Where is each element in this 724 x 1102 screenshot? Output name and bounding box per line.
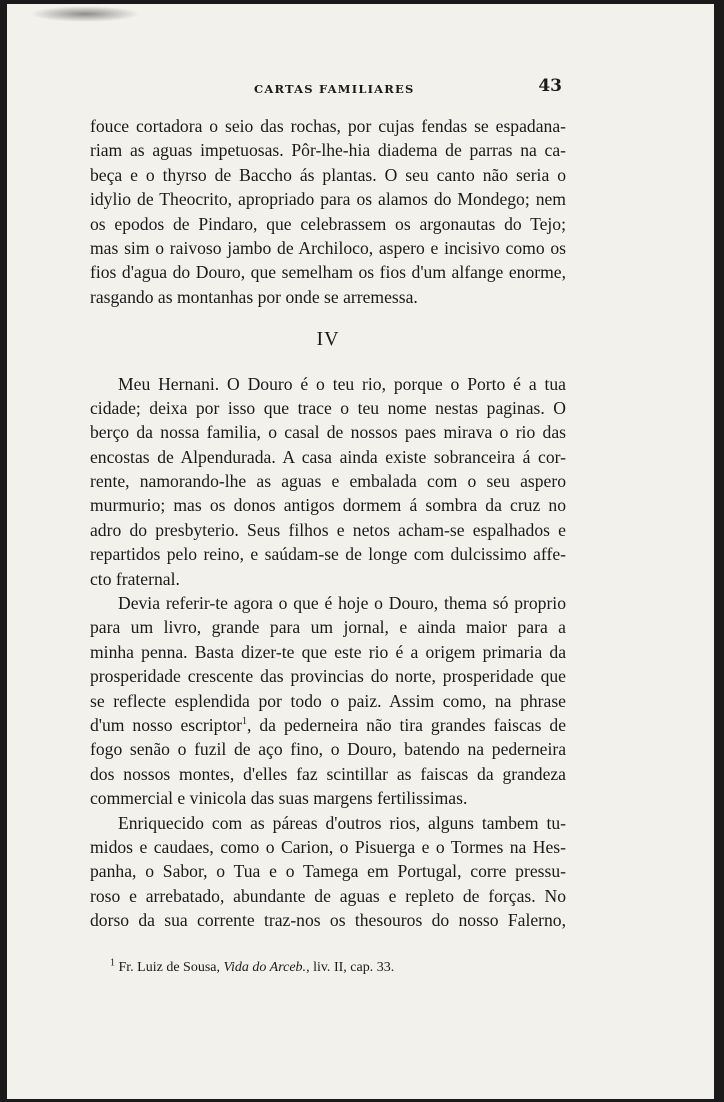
text-line: adro do presbyterio. Seus filhos e netos acham-se espalhados e [90, 519, 566, 540]
scan-border-right [714, 0, 724, 1102]
text-line-with-note [90, 713, 566, 737]
text-line: repartidos pelo reino, e saúdam-se de longe com dulcissimo affe- [90, 544, 566, 565]
text-line: fouce cortadora o seio das rochas, por cujas fendas se espadana- [90, 116, 566, 136]
paragraph [90, 591, 566, 811]
paragraph [90, 811, 566, 933]
text-line: roso e arrebatado, abundante de aguas e repleto de forças. No [90, 885, 566, 906]
text-line: dos nossos montes, d'elles faz scintillar as faiscas da grandeza [90, 763, 566, 784]
text-line: se reflecte esplendida por todo o paiz. Assim como, na phrase [90, 690, 566, 711]
text-line: beça e o thyrso de Baccho ás plantas. O seu canto não seria o [90, 164, 566, 185]
paragraph [90, 372, 566, 592]
text-line: prosperidade crescente das provincias do norte, prosperidade que [90, 666, 566, 687]
text-line: riam as aguas impetuosas. Pôr-lhe-hia diadema de parras na ca- [90, 140, 566, 161]
scan-smudge [30, 6, 140, 22]
text-line: panha, o Sabor, o Tua e o Tamega em Portugal, corre pressu- [90, 861, 566, 882]
text-line: idylio de Theocrito, apropriado para os alamos do Mondego; nem [90, 189, 566, 210]
text-line: rente, namorando-lhe as aguas e embalada com o seu aspero [90, 471, 566, 492]
text-line: os epodos de Pindaro, que celebrassem os argonautas do Tejo; [90, 213, 566, 234]
footnote-book: II [333, 960, 344, 975]
text-line: cidade; deixa por isso que trace o teu nome nestas paginas. O [90, 397, 566, 418]
text-line: commercial e vinicola das suas margens fertilissimas. [90, 788, 468, 809]
footnote-author: Fr. Luiz de Sousa, [118, 960, 220, 975]
text-line: cto fraternal. [90, 568, 180, 589]
note-line-start: d'um nosso escriptor [90, 714, 243, 735]
text-line: Meu Hernani. O Douro é o teu rio, porque o Porto é a tua [118, 373, 566, 394]
text-line: fogo senão o fuzil de aço fino, o Douro, batendo na pederneira [90, 739, 566, 760]
footnote-reference-text: , liv. [306, 960, 334, 975]
footnote-title: Vida do Arceb. [223, 960, 307, 975]
text-line: midos e caudaes, como o Carion, o Pisuerga e o Tormes na Hes- [90, 836, 566, 857]
page-body [90, 114, 566, 933]
text-line: murmurio; mas os donos antigos dormem á sombra da cruz no [90, 495, 566, 516]
footnote-reference: 1 [242, 716, 248, 728]
note-line-end: , da pederneira não tira grandes faiscas de [247, 714, 567, 735]
paragraph-continuation [90, 114, 566, 309]
text-line: Devia referir-te agora o que é hoje o Douro, thema só proprio [118, 593, 566, 614]
text-line: encostas de Alpendurada. A casa ainda existe sobranceira á cor- [90, 446, 566, 467]
scan-border-left [0, 0, 7, 1102]
page-number: 43 [538, 76, 562, 96]
text-line: berço da nossa familia, o casal de nossos paes mirava o rio das [90, 422, 566, 443]
footnote-page: , cap. 33. [343, 960, 395, 975]
scan-border-top [0, 0, 724, 4]
text-line: minha penna. Basta dizer-te que este rio é a origem primaria da [90, 641, 566, 662]
footnote [110, 957, 395, 976]
section-heading: IV [316, 328, 340, 351]
text-line: mas sim o raivoso jambo de Archiloco, aspero e incisivo como os [90, 237, 566, 258]
text-line: dorso da sua corrente traz-nos os thesouros do nosso Falerno, [90, 910, 566, 931]
text-line: fios d'agua do Douro, que semelham os fios d'um alfange enorme, [90, 262, 566, 283]
text-line: rasgando as montanhas por onde se arremessa. [90, 286, 418, 307]
text-line: para um livro, grande para um jornal, e ainda maior para a [90, 617, 566, 638]
text-line: Enriquecido com as páreas d'outros rios, alguns tambem tu- [118, 812, 566, 833]
footnote-marker: 1 [110, 957, 115, 969]
page-header [90, 76, 570, 102]
running-head: CARTAS FAMILIARES [254, 82, 415, 96]
